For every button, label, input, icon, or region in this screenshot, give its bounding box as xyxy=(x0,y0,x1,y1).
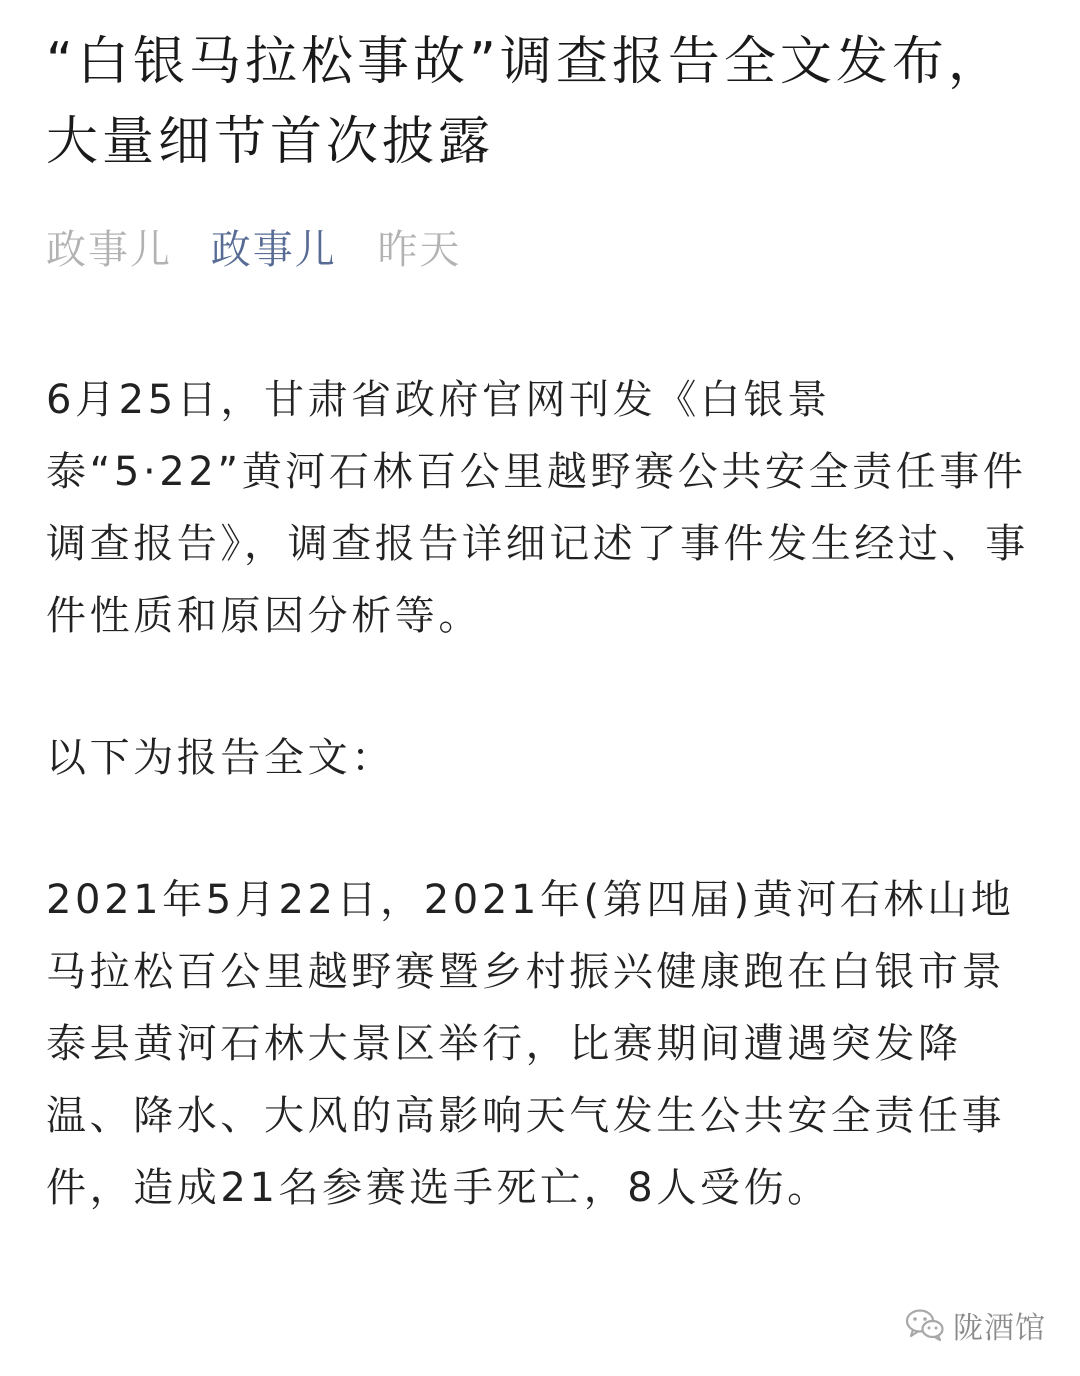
article-meta xyxy=(46,220,1034,280)
account-link[interactable]: 政事儿 xyxy=(210,227,337,273)
article-paragraph-intro: 6月25日，甘肃省政府官网刊发《白银景泰“5·22”黄河石林百公里越野赛公共安全责任事件调查报告》，调查报告详细记述了事件发生经过、事件性质和原因分析等。 xyxy=(46,377,1029,639)
wechat-icon xyxy=(905,1308,945,1342)
watermark-text: 陇酒馆 xyxy=(953,1311,1046,1346)
article-title: “白银马拉松事故”调查报告全文发布，大量细节首次披露 xyxy=(46,32,1004,172)
publish-time: 昨天 xyxy=(377,227,462,273)
article-paragraph-body: 2021年5月22日，2021年(第四届)黄河石林山地马拉松百公里越野赛暨乡村振兴健康跑在白银市景泰县黄河石林大景区举行，比赛期间遭遇突发降温、降水、大风的高影响天气发生公共安全责任事件，造成21名参赛选手死亡，8人受伤。 xyxy=(46,877,1015,1211)
article-paragraph-lead: 以下为报告全文： xyxy=(46,735,395,781)
author-name: 政事儿 xyxy=(46,227,172,273)
watermark xyxy=(905,1302,1046,1348)
